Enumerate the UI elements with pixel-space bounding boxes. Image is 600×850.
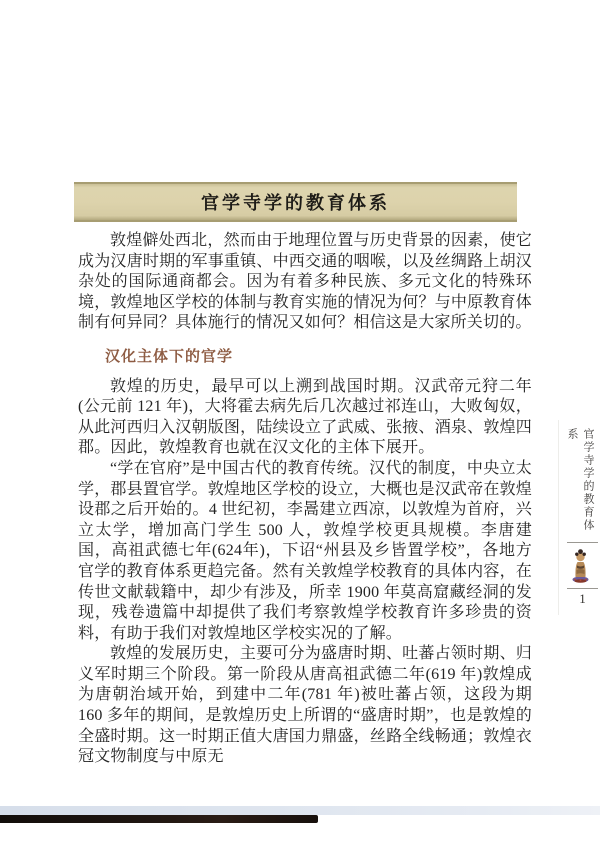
paragraph: 敦煌的发展历史，主要可分为盛唐时期、吐蕃占领时期、归义军时期三个阶段。第一阶段从唐高祖武德二年(619 年)敦煌成为唐朝治域开始，到建中二年(781 年)被吐蕃占领，这段为期 160 多年的期间，是敦煌历史上所谓的“盛唐时期”，也是敦煌的全盛时期。这一时期正值大唐国力鼎盛，丝路全线畅通；敦煌衣冠文物制度与中原无: [78, 645, 532, 766]
chapter-title-banner: [74, 182, 517, 222]
paragraph: “学在官府”是中国古代的教育传统。汉代的制度，中央立太学，郡县置官学。敦煌地区学校的设立，大概也是汉武帝在敦煌设郡之后开始的。4 世纪初，李暠建立西凉，以敦煌为首府，兴立太学，增加高门学生 500 人，敦煌学校更具规模。李唐建国，高祖武德七年(624年)，下诏“州县及乡皆置学校”，各地方官学的教育体系更趋完备。然有关敦煌学校教育的具体内容，在传世文献载籍中，却少有涉及，所幸 1900 年莫高窟藏经洞的发现，残卷遗篇中却提供了我们考察敦煌学校教育许多珍贵的资料，有助于我们对敦煌地区学校实况的了解。: [78, 459, 532, 642]
page-number: 1: [579, 591, 586, 606]
paragraph: 敦煌的历史，最早可以上溯到战国时期。汉武帝元狩二年(公元前 121 年)，大将霍去病先后几次越过祁连山，大败匈奴，从此河西归入汉朝版图，陆续设立了武威、张掖、酒泉、敦煌四郡。因此，敦煌教育也就在汉文化的主体下展开。: [78, 377, 532, 457]
paragraph: 敦煌僻处西北，然而由于地理位置与历史背景的因素，使它成为汉唐时期的军事重镇、中西交通的咽喉，以及丝绸路上胡汉杂处的国际通商都会。因为有着多种民族、多元文化的特殊环境，敦煌地区学校的体制与教育实施的情况为何？与中原教育体制有何异同？具体施行的情况又如何？相信这是大家所关切的。: [78, 232, 532, 332]
sidebar-divider: [567, 542, 598, 543]
buddha-figurine-icon: [571, 548, 590, 583]
scan-edge-light-band: [0, 806, 600, 815]
sidebar-divider: [567, 588, 598, 589]
running-title-vertical: 官学寺学的教育体系: [566, 428, 594, 532]
page-edge-line: [558, 420, 559, 615]
scan-edge-dark-band: [0, 815, 318, 823]
chapter-title: 官学寺学的教育体系: [201, 193, 390, 213]
body-text-block: [78, 231, 532, 768]
section-heading: 汉化主体下的官学: [105, 347, 234, 365]
